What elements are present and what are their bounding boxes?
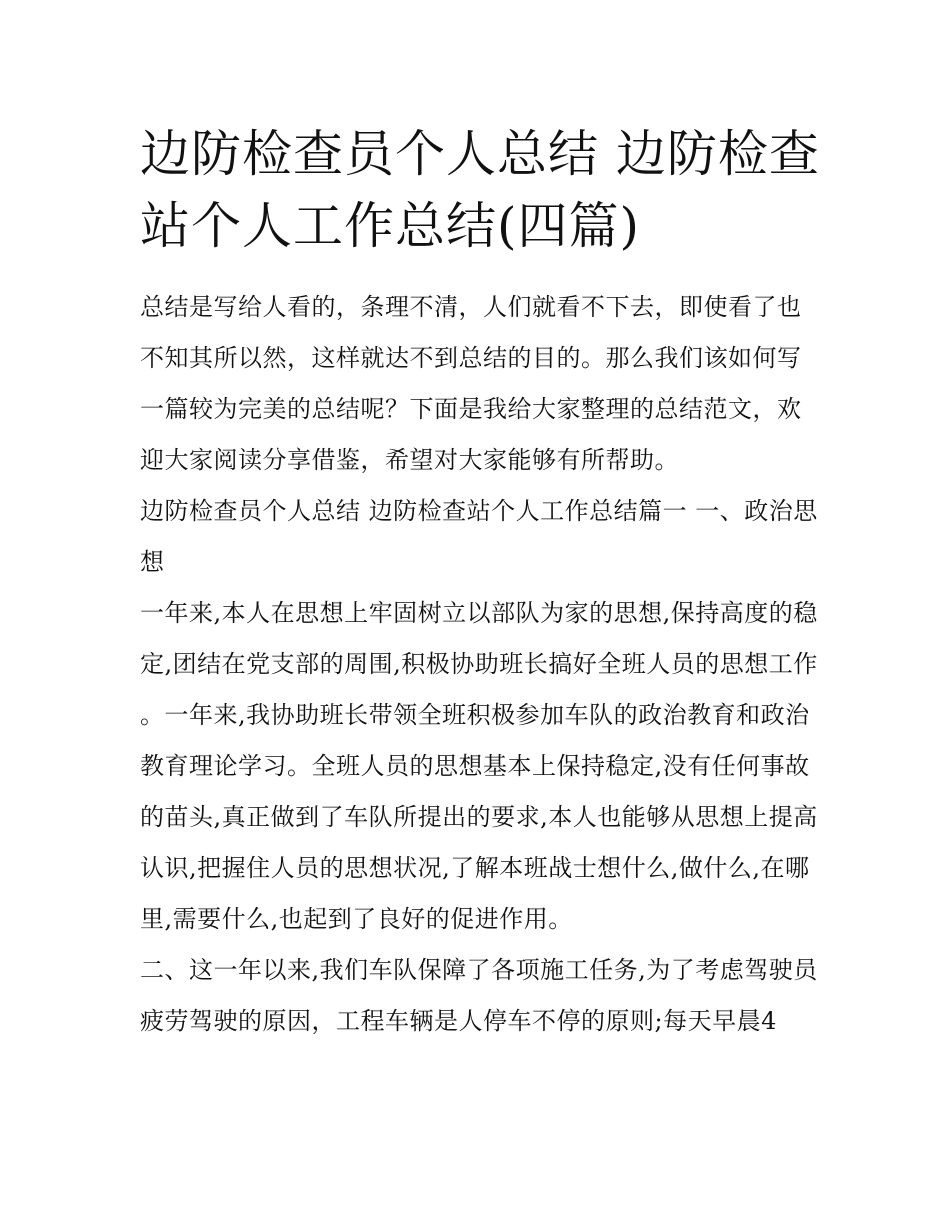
paragraph-body-3: 二、这一年以来,我们车队保障了各项施工任务,为了考虑驾驶员疲劳驾驶的原因，工程车辆是人停车不停的原则;每天早晨4: [140, 956, 818, 1035]
paragraph-body-2: 。一年来,我协助班长带领全班积极参加车队的政治教育和政治教育理论学习。全班人员的思想基本上保持稳定,没有任何事故的苗头,真正做到了车队所提出的要求,本人也能够从思想上提高认识,把握住人员的思想状况,了解本班战士想什么,做什么,在哪里,需要什么,也起到了良好的促进作用。: [140, 701, 818, 933]
paragraph-intro: 总结是写给人看的，条理不清，人们就看不下去，即使看了也不知其所以然，这样就达不到总结的目的。那么我们该如何写一篇较为完美的总结呢？下面是我给大家整理的总结范文，欢迎大家阅读分享借鉴，希望对大家能够有所帮助。: [140, 293, 802, 474]
document-page: [140, 118, 820, 1047]
paragraph-body-1: 一年来,本人在思想上牢固树立以部队为家的思想,保持高度的稳定,团结在党支部的周围,积极协助班长搞好全班人员的思想工作: [140, 599, 818, 678]
document-title: 边防检查员个人总结 边防检查站个人工作总结(四篇): [140, 125, 820, 255]
paragraph-section-heading: 边防检查员个人总结 边防检查站个人工作总结篇一 一、政治思想: [140, 497, 818, 576]
